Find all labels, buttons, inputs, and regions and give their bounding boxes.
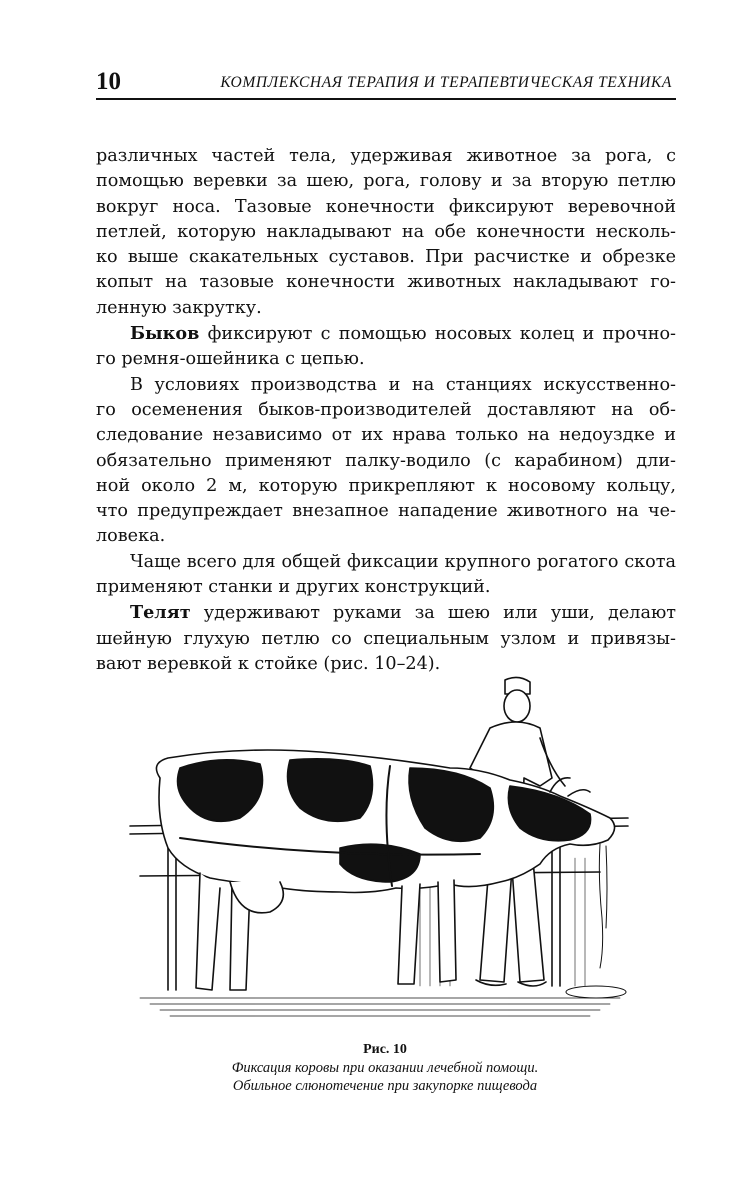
- floor-shading: [140, 998, 620, 1016]
- caption-line: Обильное слюнотечение при закупорке пищевода: [232, 1078, 538, 1094]
- running-title: КОМПЛЕКСНАЯ ТЕРАПИЯ И ТЕРАПЕВТИЧЕСКАЯ ТЕХНИКА: [220, 74, 672, 91]
- text-line: вают веревкой к стойке (рис. 10–24).: [96, 653, 441, 674]
- paragraph-5: [96, 600, 676, 677]
- running-header: [96, 68, 676, 100]
- paragraph-1: [96, 144, 676, 321]
- text-line: ленную закрутку.: [96, 297, 262, 318]
- text-run: удерживают руками за шею или уши, делают: [190, 603, 676, 624]
- text-line: ловека.: [96, 526, 166, 547]
- text-line: шейную глухую петлю со специальным узлом и привязы-: [96, 628, 676, 649]
- text-line: го ремня-ошейника с цепью.: [96, 349, 365, 370]
- paragraph-2: [96, 321, 676, 373]
- cow-fixation-illustration: [120, 668, 650, 1038]
- figure-illustration: [120, 668, 650, 1038]
- bold-term: Телят: [130, 602, 191, 624]
- text-line: применяют станки и других конструкций.: [96, 577, 491, 598]
- cow-figure: [156, 750, 626, 998]
- figure-caption: [120, 1040, 650, 1095]
- text-line: вокруг носа. Тазовые конечности фиксируют веревочной: [96, 196, 676, 217]
- text-line: [96, 600, 676, 626]
- text-line: что предупреждает внезапное нападение животного на че-: [96, 501, 676, 522]
- text-line: копыт на тазовые конечности животных накладывают го-: [96, 272, 676, 293]
- text-line: В условиях производства и на станциях искусственно-: [130, 374, 676, 395]
- caption-line: Фиксация коровы при оказании лечебной помощи.: [231, 1060, 539, 1076]
- text-line: го осеменения быков-производителей доставляют на об-: [96, 399, 676, 420]
- text-line: [96, 321, 676, 347]
- text-line: Чаще всего для общей фиксации крупного рогатого скота: [130, 551, 676, 572]
- text-line: петлей, которую накладывают на обе конечности несколь-: [96, 221, 676, 242]
- bold-term: Быков: [130, 323, 200, 345]
- text-line: обязательно применяют палку-водило (с карабином) дли-: [96, 450, 676, 471]
- body-text: [96, 144, 676, 677]
- page-number: 10: [96, 68, 121, 95]
- text-line: различных частей тела, удерживая животное за рога, с: [96, 146, 676, 166]
- figure-label: Рис. 10: [363, 1042, 407, 1057]
- text-run: фиксируют с помощью носовых колец и прочно-: [199, 324, 676, 345]
- text-line: помощью веревки за шею, рога, голову и за вторую петлю: [96, 171, 676, 192]
- text-line: ной около 2 м, которую прикрепляют к носовому кольцу,: [96, 475, 676, 496]
- paragraph-3: [96, 373, 676, 550]
- text-line: следование независимо от их нрава только на недоуздке и: [96, 425, 676, 446]
- text-line: ко выше скакательных суставов. При расчистке и обрезке: [96, 247, 676, 268]
- paragraph-4: [96, 550, 676, 601]
